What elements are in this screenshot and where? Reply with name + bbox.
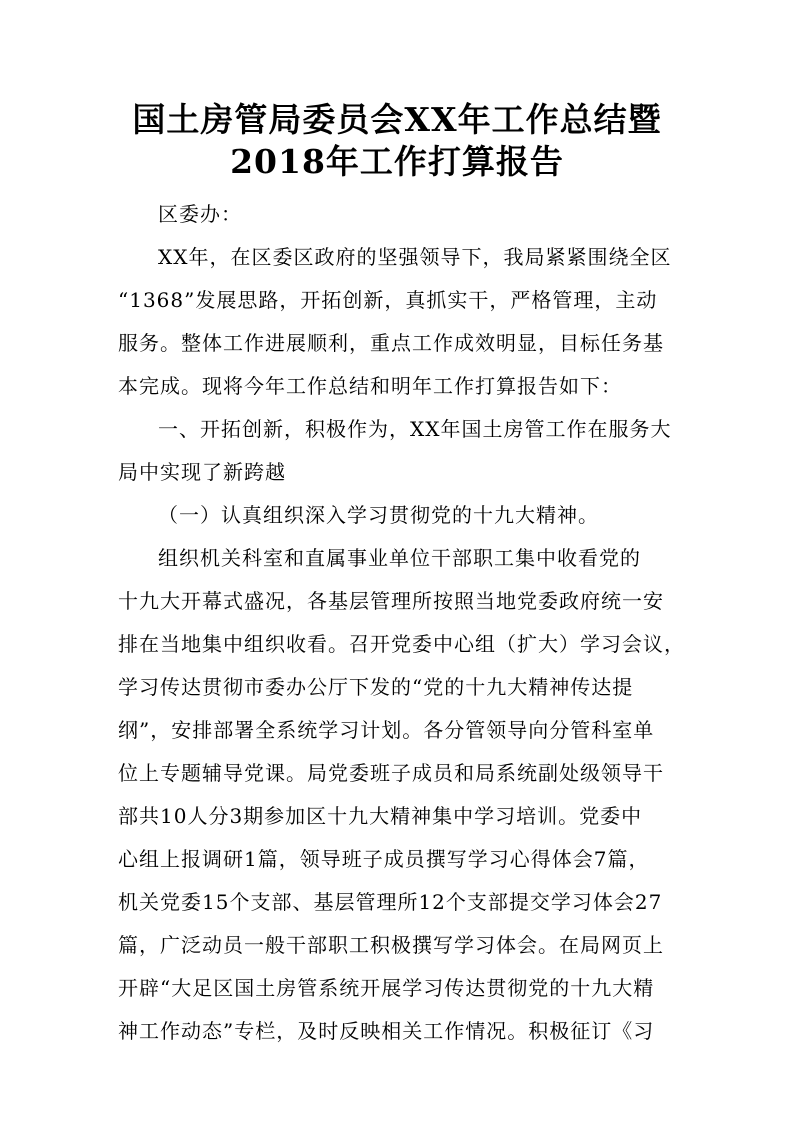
document-title-line-2: 2018年工作打算报告 [230, 142, 564, 181]
document-title-line-1: 国土房管局委员会XX年工作总结暨 [132, 100, 662, 139]
paragraph-line: 纲”，安排部署全系统学习计划。各分管领导向分管科室单 [118, 718, 655, 742]
paragraph-line: “1368”发展思路，开拓创新，真抓实干，严格管理，主动 [118, 288, 658, 312]
salutation: 区委办： [158, 202, 242, 226]
section-heading: 局中实现了新跨越 [118, 460, 286, 484]
paragraph-line: 开辟“大足区国土房管系统开展学习传达贯彻党的十九大精 [118, 976, 655, 1000]
paragraph-line: 部共10人分3期参加区十九大精神集中学习培训。党委中 [118, 804, 643, 828]
paragraph-line: 本完成。现将今年工作总结和明年工作打算报告如下： [118, 374, 622, 398]
paragraph-line: XX年，在区委区政府的坚强领导下，我局紧紧围绕全区 [158, 245, 672, 269]
paragraph-line: 心组上报调研1篇，领导班子成员撰写学习心得体会7篇， [118, 847, 650, 871]
paragraph-line: 组织机关科室和直属事业单位干部职工集中收看党的 [158, 546, 641, 570]
paragraph-line: 位上专题辅导党课。局党委班子成员和局系统副处级领导干 [118, 761, 664, 785]
paragraph-line: 篇，广泛动员一般干部职工积极撰写学习体会。在局网页上 [118, 933, 664, 957]
paragraph-line: 神工作动态”专栏，及时反映相关工作情况。积极征订《习 [118, 1019, 655, 1043]
paragraph-line: 服务。整体工作进展顺利，重点工作成效明显，目标任务基 [118, 331, 664, 355]
subsection-heading: （一）认真组织深入学习贯彻党的十九大精神。 [158, 503, 599, 527]
paragraph-line: 机关党委15个支部、基层管理所12个支部提交学习体会27 [118, 890, 663, 914]
paragraph-line: 学习传达贯彻市委办公厅下发的“党的十九大精神传达提 [118, 675, 634, 699]
section-heading: 一、开拓创新，积极作为，XX年国土房管工作在服务大 [158, 417, 672, 441]
paragraph-line: 排在当地集中组织收看。召开党委中心组（扩大）学习会议， [118, 632, 685, 656]
paragraph-line: 十九大开幕式盛况，各基层管理所按照当地党委政府统一安 [118, 589, 664, 613]
